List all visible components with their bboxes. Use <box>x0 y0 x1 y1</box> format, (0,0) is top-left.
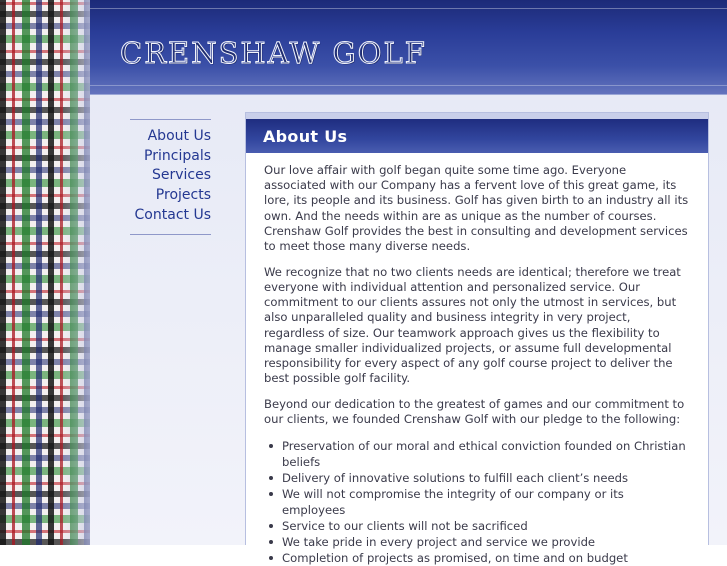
pledge-list-item: We take pride in every project and service we provide <box>267 534 690 550</box>
nav-link-principals[interactable]: Principals <box>144 147 211 164</box>
header-rule-bottom <box>90 85 727 86</box>
intro-paragraph: Our love affair with golf began quite some time ago. Everyone associated with our Company has a fervent love of this great game, its lore, its people and its business. Golf has given birth to an industry all its own. And the needs within are as unique as the number of courses. Crenshaw Golf provides the best in consulting and development services to meet those many diverse needs. <box>264 163 689 254</box>
nav-link-contact-us[interactable]: Contact Us <box>134 206 211 223</box>
content-panel <box>245 112 709 565</box>
nav-link-projects[interactable]: Projects <box>155 187 211 204</box>
header-rule-top <box>90 8 727 9</box>
site-header <box>90 0 727 95</box>
site-logo-title[interactable]: CRENSHAW GOLF <box>120 36 427 70</box>
content-body <box>246 153 708 566</box>
pledge-list-item: Completion of projects as promised, on time and on budget <box>267 550 690 566</box>
pledge-list <box>267 438 690 566</box>
nav-link-about-us[interactable]: About Us <box>147 128 211 144</box>
clients-paragraph: We recognize that no two clients needs are identical; therefore we treat everyone with individual attention and personalized service. Our commitment to our clients assures not only the utmost in services, but also unparalleled quality and business integrity in very project, regardless of size. Our teamwork approach gives us the flexibility to manage smaller individualized projects, or assume full developmental responsibility for every aspect of any golf course project to deliver the best possible golf facility. <box>264 264 681 386</box>
pledge-list-item: Service to our clients will not be sacrificed <box>267 518 690 534</box>
pledge-list-item: Preservation of our moral and ethical conviction founded on Christian beliefs <box>267 438 690 470</box>
content-panel-header <box>246 113 708 153</box>
page-title: About Us <box>263 127 348 146</box>
pledge-intro-paragraph: Beyond our dedication to the greatest of games and our commitment to our clients, we founded Crenshaw Golf with our pledge to the following: <box>264 396 685 427</box>
nav-link-services[interactable]: Services <box>151 167 211 184</box>
main-nav <box>130 119 211 235</box>
pledge-list-item: We will not compromise the integrity of our company or its employees <box>267 486 690 518</box>
pledge-list-item: Delivery of innovative solutions to fulfill each client’s needs <box>267 470 690 486</box>
